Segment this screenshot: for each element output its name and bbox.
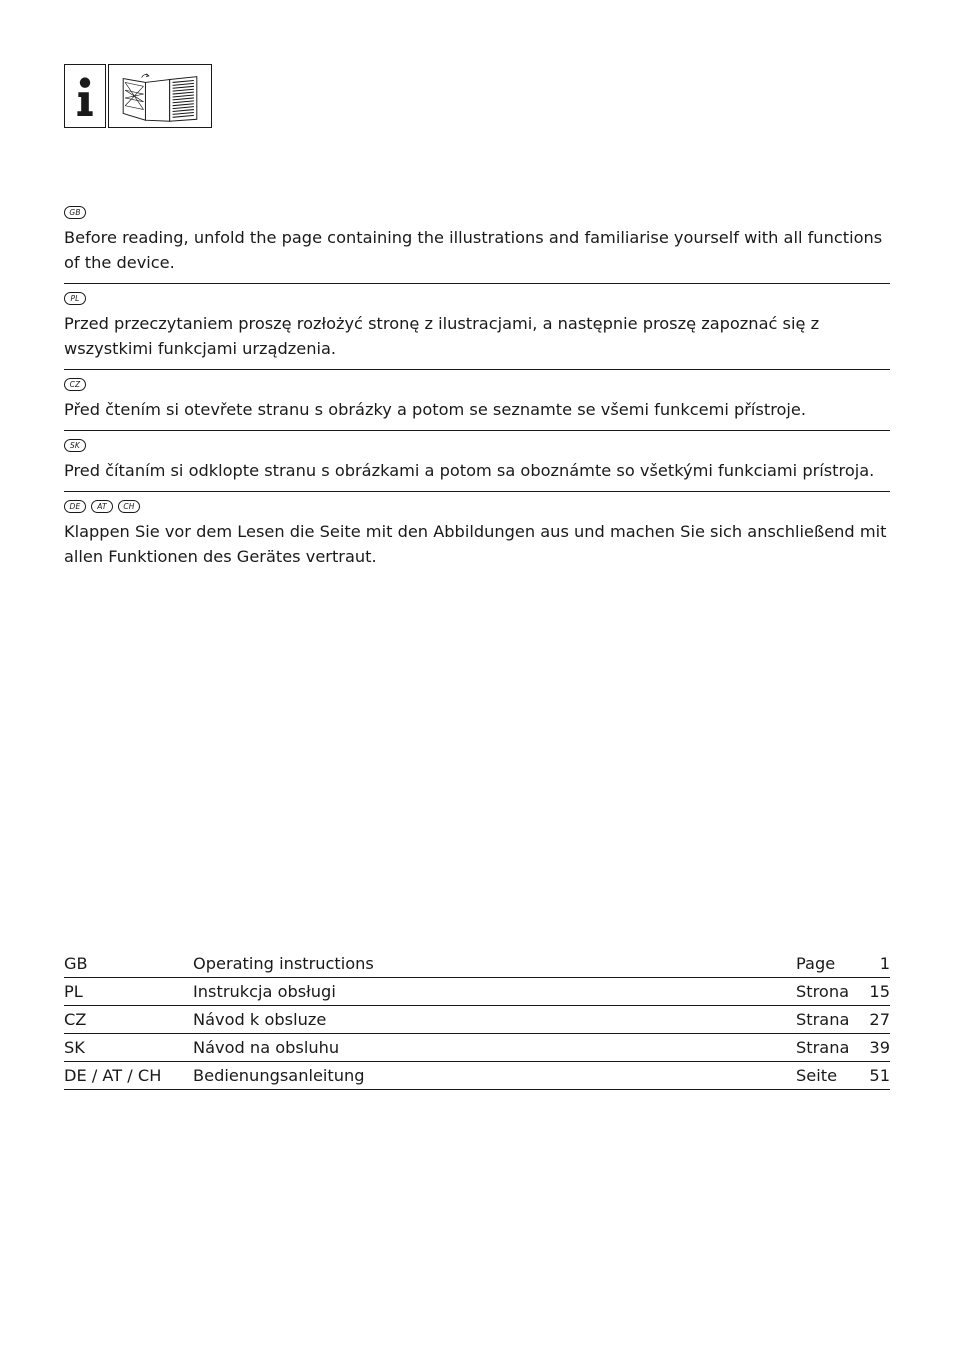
language-badge: CZ — [64, 378, 86, 391]
info-icon — [64, 64, 106, 128]
toc-page-word: Page — [796, 954, 836, 973]
toc-page-number: 15 — [869, 982, 890, 1001]
toc-row-de-at-ch[interactable] — [64, 1063, 890, 1090]
notice-text: Before reading, unfold the page containing the illustrations and familiarise yourself with all functions of the device. — [64, 228, 883, 272]
notice-text: Pred čítaním si odklopte stranu s obrázkami a potom sa oboznámte so všetkými funkciami prístroja. — [64, 461, 875, 480]
toc-page-number: 1 — [879, 954, 890, 973]
unfold-page-icon — [108, 64, 212, 128]
toc-language: GB — [64, 954, 88, 973]
toc-row-cz[interactable] — [64, 1007, 890, 1034]
toc-page-number: 27 — [869, 1010, 890, 1029]
toc-language: DE / AT / CH — [64, 1066, 162, 1085]
toc-title: Návod na obsluhu — [193, 1038, 340, 1057]
toc-page-number: 51 — [869, 1066, 890, 1085]
toc-title: Operating instructions — [193, 954, 374, 973]
toc-title: Bedienungsanleitung — [193, 1066, 365, 1085]
toc-page-word: Strana — [796, 1010, 850, 1029]
toc-page-number: 39 — [869, 1038, 890, 1057]
language-badge: AT — [91, 500, 113, 513]
toc-language: SK — [64, 1038, 85, 1057]
language-badge: GB — [64, 206, 86, 219]
toc-title: Návod k obsluze — [193, 1010, 327, 1029]
toc-row-pl[interactable] — [64, 979, 890, 1006]
table-of-contents — [64, 950, 890, 1090]
language-badge: CH — [118, 500, 140, 513]
notice-text: Před čtením si otevřete stranu s obrázky a potom se seznamte se všemi funkcemi přístroje. — [64, 400, 807, 419]
toc-page-word: Seite — [796, 1066, 838, 1085]
notice-pl — [64, 292, 890, 370]
notice-text: Klappen Sie vor dem Lesen die Seite mit den Abbildungen aus und machen Sie sich anschließend mit allen Funktionen des Gerätes vertraut. — [64, 522, 887, 566]
notice-sk — [64, 439, 890, 492]
toc-page-word: Strona — [796, 982, 850, 1001]
language-notices — [64, 206, 890, 585]
notice-text: Przed przeczytaniem proszę rozłożyć stronę z ilustracjami, a następnie proszę zapoznać się z wszystkimi funkcjami urządzenia. — [64, 314, 820, 358]
notice-de-at-ch — [64, 500, 890, 577]
language-badge: DE — [64, 500, 86, 513]
notice-cz — [64, 378, 890, 431]
language-badge: PL — [64, 292, 86, 305]
notice-gb — [64, 206, 890, 284]
toc-row-gb[interactable] — [64, 951, 890, 978]
toc-page-word: Strana — [796, 1038, 850, 1057]
language-badge: SK — [64, 439, 86, 452]
toc-row-sk[interactable] — [64, 1035, 890, 1062]
toc-language: CZ — [64, 1010, 87, 1029]
toc-language: PL — [64, 982, 83, 1001]
toc-title: Instrukcja obsługi — [193, 982, 336, 1001]
